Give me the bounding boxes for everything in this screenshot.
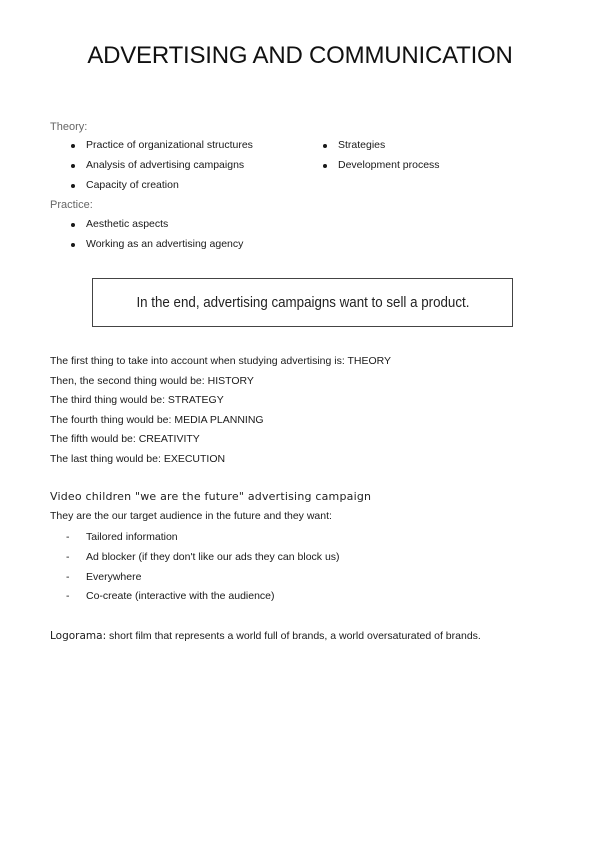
list-item-text: Tailored information <box>86 531 178 543</box>
video-title: Video children "we are the future" advertising campaign <box>50 490 372 503</box>
list-item: Development process <box>322 156 440 176</box>
practice-heading: Practice: <box>50 199 93 211</box>
steps-list <box>50 352 391 470</box>
video-intro: They are the our target audience in the future and they want: <box>50 510 332 522</box>
practice-list <box>70 215 243 255</box>
list-item: Aesthetic aspects <box>70 215 243 235</box>
list-item <box>66 528 340 548</box>
list-item: Working as an advertising agency <box>70 235 243 255</box>
list-item <box>66 548 340 568</box>
dash-marker: - <box>66 590 70 603</box>
logorama-term: Logorama: <box>50 630 107 642</box>
list-item-text: Co-create (interactive with the audience) <box>86 590 275 603</box>
list-item: Practice of organizational structures <box>70 136 253 156</box>
step-line: The fourth thing would be: MEDIA PLANNING <box>50 413 264 426</box>
step-line: Then, the second thing would be: HISTORY <box>50 374 254 387</box>
video-list <box>66 528 340 607</box>
dash-marker: - <box>66 570 70 583</box>
list-item <box>66 568 340 588</box>
quote-box <box>92 278 513 327</box>
logorama-text: short film that represents a world full of brands, a world oversaturated of brands. <box>106 630 481 642</box>
step-line: The last thing would be: EXECUTION <box>50 452 226 465</box>
step-line: The fifth would be: CREATIVITY <box>50 433 200 446</box>
list-item: Capacity of creation <box>70 176 253 196</box>
dash-marker: - <box>66 550 70 563</box>
list-item: Strategies <box>322 136 440 156</box>
theory-list-left <box>70 136 253 195</box>
list-item-text: Everywhere <box>86 570 142 583</box>
step-line: The third thing would be: STRATEGY <box>50 394 224 407</box>
quote-text: In the end, advertising campaigns want to sell a product. <box>136 294 469 311</box>
list-item: Analysis of advertising campaigns <box>70 156 253 176</box>
list-item <box>66 587 340 607</box>
theory-heading: Theory: <box>50 121 88 133</box>
page-title: ADVERTISING AND COMMUNICATION <box>87 42 513 69</box>
dash-marker: - <box>66 531 70 543</box>
list-item-text: Ad blocker (if they don't like our ads they can block us) <box>86 550 340 563</box>
logorama-paragraph <box>50 630 481 642</box>
theory-list-right <box>322 136 440 176</box>
step-line: The first thing to take into account when studying advertising is: THEORY <box>50 355 392 367</box>
